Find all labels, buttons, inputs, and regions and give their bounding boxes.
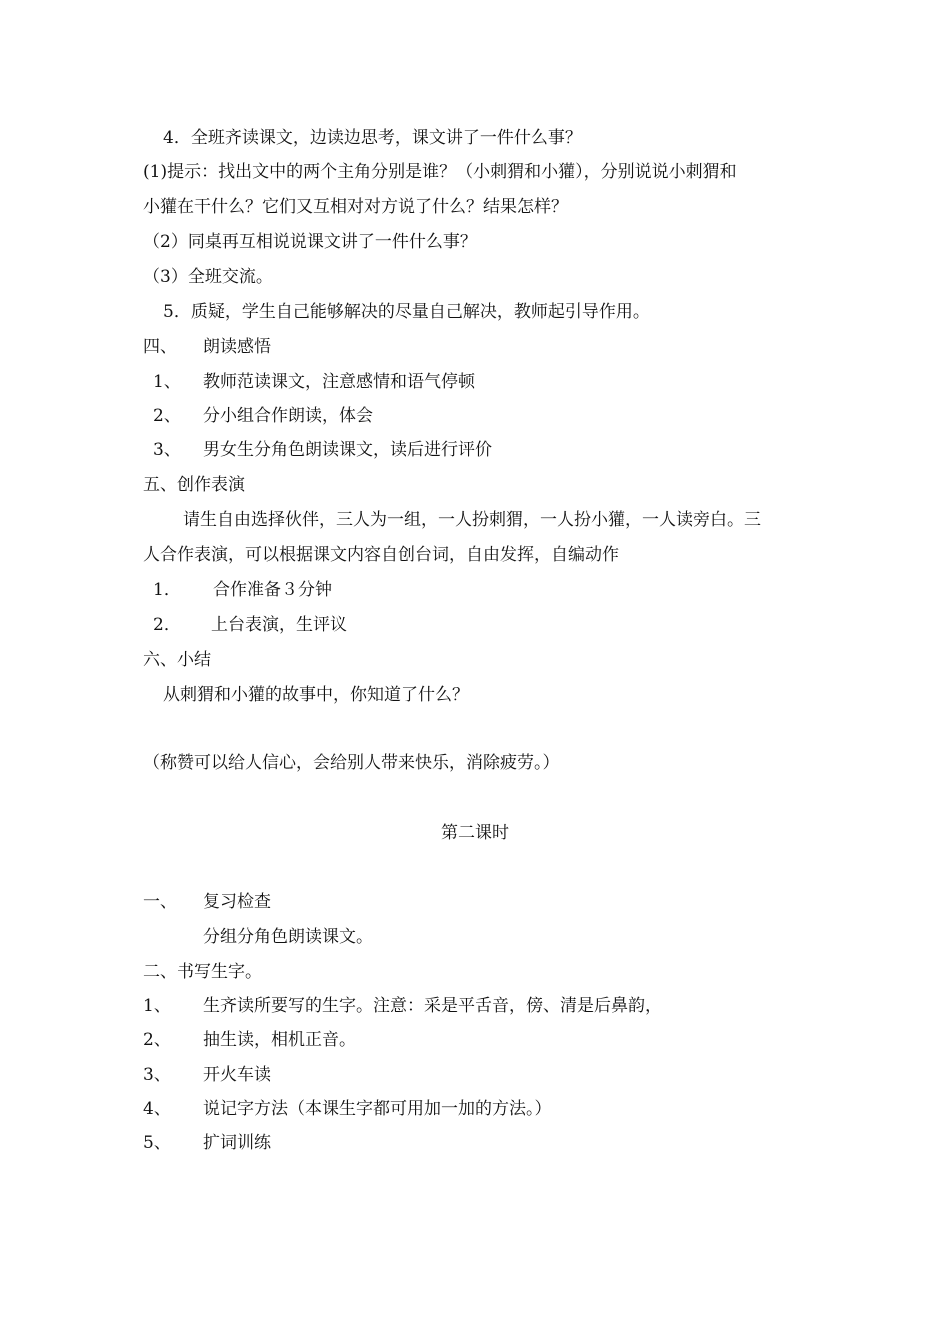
writing-item-1 xyxy=(143,995,662,1017)
list-text: 男女生分角色朗读课文，读后进行评价 xyxy=(203,440,492,460)
list-number: 3、 xyxy=(143,1065,171,1085)
lesson-2-title: 第二课时 xyxy=(441,823,509,843)
list-number: 1、 xyxy=(153,372,181,392)
writing-item-5 xyxy=(143,1132,271,1154)
summary-question: 从刺猬和小獾的故事中，你知道了什么？ xyxy=(163,685,469,705)
list-text: 生齐读所要写的生字。注意：采是平舌音，傍、清是后鼻韵， xyxy=(203,996,662,1016)
list-text: 开火车读 xyxy=(203,1065,271,1085)
writing-item-4 xyxy=(143,1098,552,1120)
section-4-item-2 xyxy=(153,405,373,427)
list-number: 5、 xyxy=(143,1133,171,1153)
list-number: 3、 xyxy=(153,440,181,460)
sub-item-1-line-2: 小獾在干什么？它们又互相对对方说了什么？结果怎样？ xyxy=(143,197,568,217)
review-heading xyxy=(143,891,271,913)
list-text: 合作准备３分钟 xyxy=(213,580,332,600)
section-5-item-2 xyxy=(153,614,347,636)
list-number: 1． xyxy=(153,580,181,600)
list-text: 抽生读，相机正音。 xyxy=(203,1030,356,1050)
list-text: 分小组合作朗读，体会 xyxy=(203,406,373,426)
sub-item-3: （3）全班交流。 xyxy=(143,267,273,287)
review-number: 一、 xyxy=(143,892,177,912)
writing-heading: 二、书写生字。 xyxy=(143,962,262,982)
list-number: 1、 xyxy=(143,996,171,1016)
section-4-item-3 xyxy=(153,439,492,461)
section-5-paragraph-line-1: 请生自由选择伙伴，三人为一组，一人扮刺猬，一人扮小獾，一人读旁白。三 xyxy=(183,510,761,530)
review-text: 分组分角色朗读课文。 xyxy=(203,927,373,947)
item-5: 5．质疑，学生自己能够解决的尽量自己解决，教师起引导作用。 xyxy=(163,302,650,322)
section-4-number: 四、 xyxy=(143,337,177,357)
writing-item-2 xyxy=(143,1029,356,1051)
list-number: 2、 xyxy=(143,1030,171,1050)
list-number: 2． xyxy=(153,615,181,635)
review-title: 复习检查 xyxy=(203,892,271,912)
section-4-title: 朗读感悟 xyxy=(203,337,271,357)
writing-item-3 xyxy=(143,1064,271,1086)
section-6-heading: 六、小结 xyxy=(143,650,211,670)
section-4-heading xyxy=(143,336,271,358)
section-5-heading: 五、创作表演 xyxy=(143,475,245,495)
sub-item-1-line-1: (1)提示：找出文中的两个主角分别是谁？（小刺猬和小獾），分别说说小刺猬和 xyxy=(143,162,737,182)
list-number: 2、 xyxy=(153,406,181,426)
list-number: 4、 xyxy=(143,1099,171,1119)
list-text: 扩词训练 xyxy=(203,1133,271,1153)
sub-item-2: （2）同桌再互相说说课文讲了一件什么事？ xyxy=(143,232,477,252)
list-text: 说记字方法（本课生字都可用加一加的方法。） xyxy=(203,1099,552,1119)
section-5-item-1 xyxy=(153,579,332,601)
section-4-item-1 xyxy=(153,371,475,393)
section-5-paragraph-line-2: 人合作表演，可以根据课文内容自创台词，自由发挥，自编动作 xyxy=(143,545,619,565)
summary-answer: （称赞可以给人信心，会给别人带来快乐，消除疲劳。） xyxy=(143,753,560,773)
item-4: 4．全班齐读课文，边读边思考，课文讲了一件什么事？ xyxy=(163,128,582,148)
list-text: 上台表演，生评议 xyxy=(211,615,347,635)
list-text: 教师范读课文，注意感情和语气停顿 xyxy=(203,372,475,392)
